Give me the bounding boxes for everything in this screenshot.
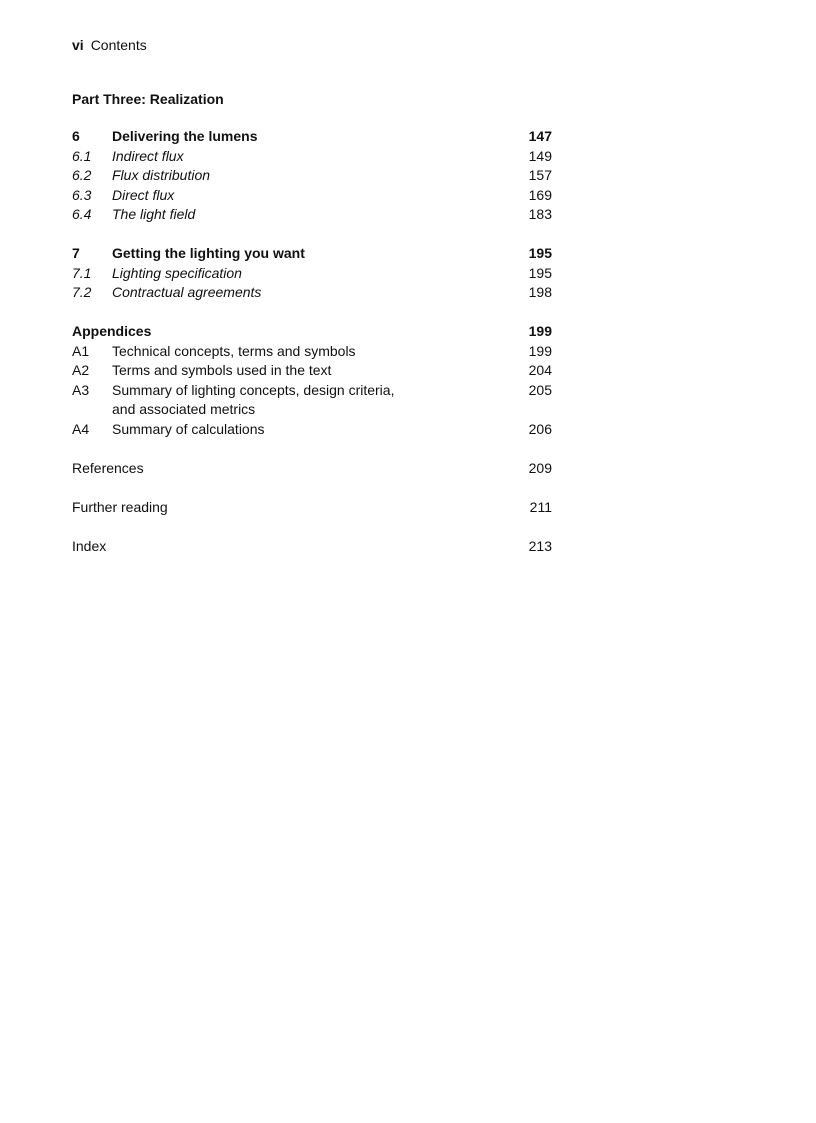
appendix-title (112, 381, 492, 420)
appendices-group (72, 322, 552, 439)
section-title: Indirect flux (112, 147, 184, 164)
page-folio: vi (72, 37, 84, 53)
chapter-number: 6 (72, 128, 80, 144)
back-matter-title: Further reading (72, 498, 168, 515)
toc-appendices[interactable] (72, 322, 552, 342)
toc-further-reading[interactable] (72, 498, 552, 518)
appendix-page: 199 (528, 342, 552, 359)
appendices-page: 199 (528, 323, 552, 339)
index-group (72, 537, 552, 557)
section-title: The light field (112, 206, 196, 222)
toc-references[interactable] (72, 459, 552, 479)
part-title: Part Three: Realization (72, 91, 224, 107)
running-head (72, 36, 147, 54)
references-group (72, 459, 552, 479)
section-page: 198 (528, 284, 552, 300)
appendix-title-line-2: and associated metrics (112, 401, 256, 417)
section-title: Direct flux (112, 186, 175, 203)
appendix-title: Technical concepts, terms and symbols (112, 342, 356, 359)
appendix-number: A3 (72, 381, 90, 398)
chapter-page: 147 (528, 128, 552, 144)
toc-index[interactable] (72, 537, 552, 557)
section-number: 7.2 (72, 284, 92, 300)
toc-section-6-3[interactable] (72, 186, 552, 206)
chapter-title: Getting the lighting you want (112, 245, 305, 261)
appendix-title-line-1: Summary of lighting concepts, design criteria, (112, 381, 395, 398)
appendix-number: A4 (72, 420, 90, 437)
chapter-page: 195 (528, 245, 552, 261)
toc-section-6-4[interactable] (72, 205, 552, 225)
appendix-page: 206 (528, 420, 552, 437)
toc-appendix-a2[interactable] (72, 361, 552, 381)
toc-section-6-1[interactable] (72, 147, 552, 167)
running-head-label: Contents (90, 37, 147, 53)
back-matter-page: 211 (529, 498, 552, 515)
section-page: 195 (528, 264, 552, 281)
section-title: Contractual agreements (112, 284, 262, 300)
appendix-number: A1 (72, 342, 90, 359)
section-page: 183 (528, 206, 552, 222)
section-number: 6.2 (72, 167, 92, 183)
toc-chapter-6[interactable] (72, 127, 552, 147)
appendix-page: 204 (528, 362, 552, 378)
toc-appendix-a3[interactable] (72, 381, 552, 420)
section-page: 157 (528, 167, 552, 183)
toc-appendix-a4[interactable] (72, 420, 552, 440)
chapter-title: Delivering the lumens (112, 128, 258, 144)
toc-appendix-a1[interactable] (72, 342, 552, 362)
appendix-title: Terms and symbols used in the text (112, 362, 332, 378)
further-reading-group (72, 498, 552, 518)
section-title: Lighting specification (112, 264, 242, 281)
toc-chapter-7[interactable] (72, 244, 552, 264)
chapter-number: 7 (72, 245, 80, 261)
back-matter-title: Index (72, 537, 107, 554)
back-matter-page: 209 (528, 459, 552, 476)
back-matter-page: 213 (528, 537, 552, 554)
appendices-title: Appendices (72, 323, 152, 339)
section-page: 169 (528, 186, 552, 203)
appendix-title: Summary of calculations (112, 420, 265, 437)
appendix-page: 205 (528, 381, 552, 398)
appendix-number: A2 (72, 362, 90, 378)
chapter-7-group (72, 244, 552, 303)
section-number: 6.3 (72, 186, 92, 203)
section-number: 6.1 (72, 147, 92, 164)
section-title: Flux distribution (112, 167, 211, 183)
section-page: 149 (528, 147, 552, 164)
toc-section-7-1[interactable] (72, 264, 552, 284)
chapter-6-group (72, 127, 552, 225)
section-number: 7.1 (72, 264, 92, 281)
toc-section-7-2[interactable] (72, 283, 552, 303)
toc-section-6-2[interactable] (72, 166, 552, 186)
table-of-contents (72, 127, 552, 576)
back-matter-title: References (72, 459, 144, 476)
section-number: 6.4 (72, 206, 92, 222)
